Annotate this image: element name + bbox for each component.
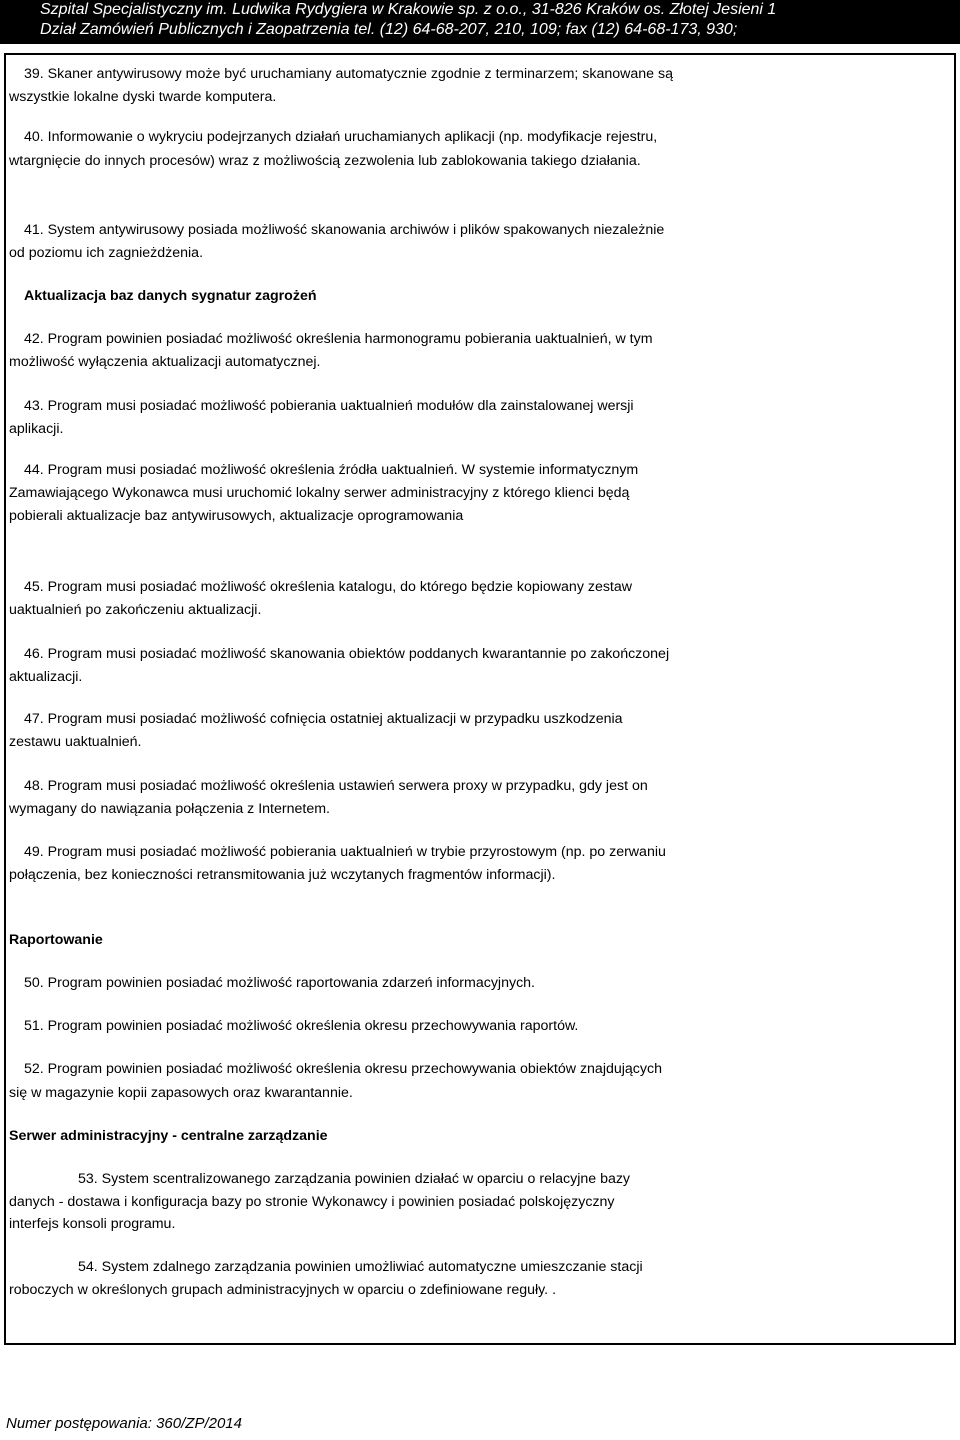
- item-54-line-2: roboczych w określonych grupach administracyjnych w oparciu o zdefiniowane reguły. .: [9, 1282, 557, 1298]
- item-49-line-1: 49. Program musi posiadać możliwość pobierania uaktualnień w trybie przyrostowym (np. po zerwaniu: [24, 844, 666, 860]
- item-44-line-2: Zamawiającego Wykonawca musi uruchomić lokalny serwer administracyjny z którego klienci będą: [9, 485, 630, 501]
- item-43-line-1: 43. Program musi posiadać możliwość pobierania uaktualnień modułów dla zainstalowanej wersji: [24, 398, 634, 414]
- header-line-1: Szpital Specjalistyczny im. Ludwika Rydygiera w Krakowie sp. z o.o., 31-826 Kraków os. Złotej Jesieni 1: [40, 1, 777, 18]
- page-header: [0, 0, 960, 44]
- item-51-line-1: 51. Program powinien posiadać możliwość określenia okresu przechowywania raportów.: [24, 1018, 579, 1034]
- item-47-line-1: 47. Program musi posiadać możliwość cofnięcia ostatniej aktualizacji w przypadku uszkodzenia: [24, 711, 623, 727]
- item-47-line-2: zestawu uaktualnień.: [9, 734, 142, 750]
- item-45-line-1: 45. Program musi posiadać możliwość określenia katalogu, do którego będzie kopiowany zestaw: [24, 579, 633, 595]
- item-48-line-1: 48. Program musi posiadać możliwość określenia ustawień serwera proxy w przypadku, gdy jest on: [24, 778, 648, 794]
- item-54-line-1: 54. System zdalnego zarządzania powinien umożliwiać automatyczne umieszczanie stacji: [78, 1259, 643, 1275]
- heading-report: Raportowanie: [9, 932, 103, 948]
- item-46-line-1: 46. Program musi posiadać możliwość skanowania obiektów poddanych kwarantannie po zakończonej: [24, 646, 670, 662]
- item-41-line-1: 41. System antywirusowy posiada możliwość skanowania archiwów i plików spakowanych niezależnie: [24, 222, 665, 238]
- item-41-line-2: od poziomu ich zagnieżdżenia.: [9, 245, 204, 261]
- item-44-line-1: 44. Program musi posiadać możliwość określenia źródła uaktualnień. W systemie informatycznym: [24, 462, 639, 478]
- item-45-line-2: uaktualnień po zakończeniu aktualizacji.: [9, 602, 262, 618]
- footer-reference: Numer postępowania: 360/ZP/2014: [6, 1415, 242, 1432]
- heading-server: Serwer administracyjny - centralne zarządzanie: [9, 1128, 328, 1144]
- item-42-line-1: 42. Program powinien posiadać możliwość określenia harmonogramu pobierania uaktualnień, w tym: [24, 331, 653, 347]
- item-53-line-2: danych - dostawa i konfiguracja bazy po stronie Wykonawcy i powinien posiadać polskojęzyczny: [9, 1194, 615, 1210]
- item-52-line-2: się w magazynie kopii zapasowych oraz kwarantannie.: [9, 1085, 353, 1101]
- item-49-line-2: połączenia, bez konieczności retransmitowania już wczytanych fragmentów informacji).: [9, 867, 556, 883]
- item-40-line-1: 40. Informowanie o wykryciu podejrzanych działań uruchamianych aplikacji (np. modyfikacje rejestru,: [24, 129, 658, 145]
- item-42-line-2: możliwość wyłączenia aktualizacji automatycznej.: [9, 354, 321, 370]
- item-52-line-1: 52. Program powinien posiadać możliwość określenia okresu przechowywania obiektów znajdujących: [24, 1061, 662, 1077]
- item-40-line-2: wtargnięcie do innych procesów) wraz z możliwością zezwolenia lub zablokowania takiego działania.: [9, 153, 641, 169]
- item-39-line-2: wszystkie lokalne dyski twarde komputera.: [9, 89, 277, 105]
- item-53-line-3: interfejs konsoli programu.: [9, 1216, 176, 1232]
- item-39-line-1: 39. Skaner antywirusowy może być uruchamiany automatycznie zgodnie z terminarzem; skanowane są: [24, 66, 673, 82]
- heading-update: Aktualizacja baz danych sygnatur zagrożeń: [24, 288, 317, 304]
- item-43-line-2: aplikacji.: [9, 421, 64, 437]
- item-46-line-2: aktualizacji.: [9, 669, 83, 685]
- item-50-line-1: 50. Program powinien posiadać możliwość raportowania zdarzeń informacyjnych.: [24, 975, 535, 991]
- item-48-line-2: wymagany do nawiązania połączenia z Internetem.: [9, 801, 330, 817]
- header-line-2: Dział Zamówień Publicznych i Zaopatrzenia tel. (12) 64-68-207, 210, 109; fax (12) 64-68-173, 930;: [40, 21, 738, 38]
- item-53-line-1: 53. System scentralizowanego zarządzania powinien działać w oparciu o relacyjne bazy: [78, 1171, 631, 1187]
- item-44-line-3: pobierali aktualizacje baz antywirusowych, aktualizacje oprogramowania: [9, 508, 464, 524]
